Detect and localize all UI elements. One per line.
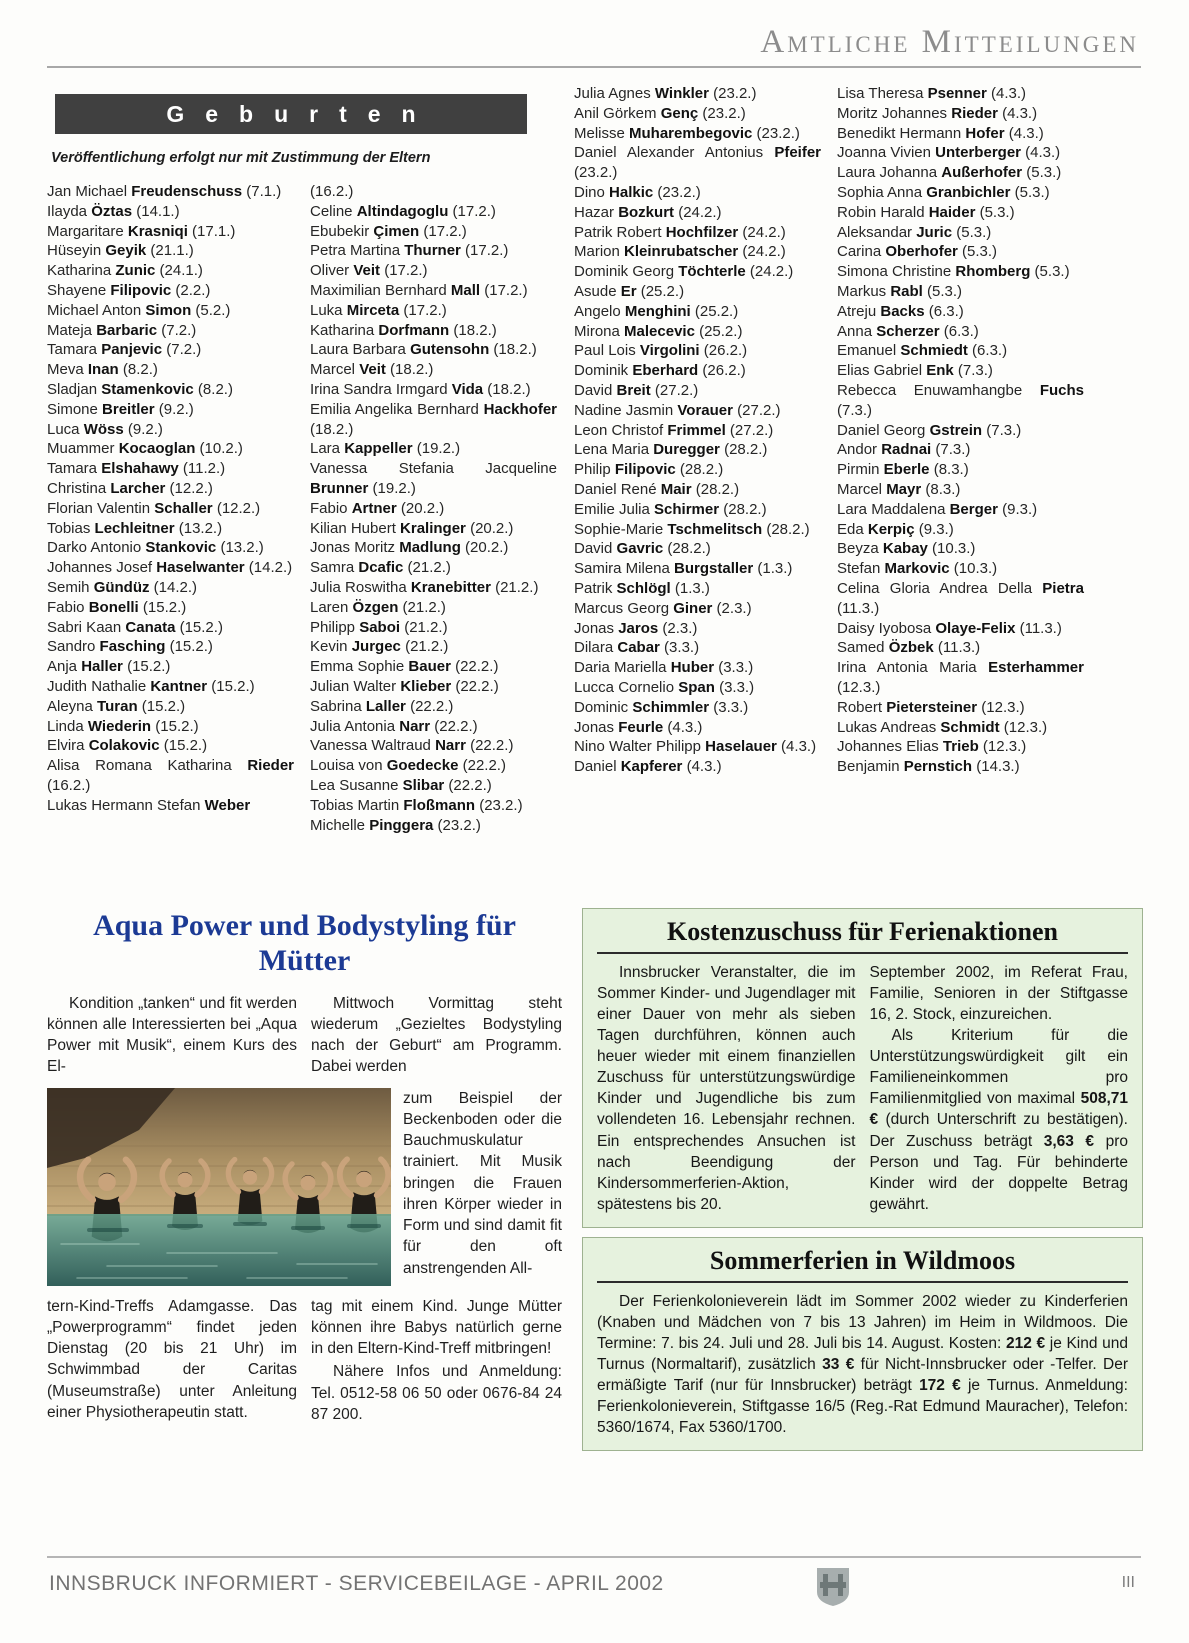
footer-rule	[47, 1556, 1141, 1558]
birth-entry: Emma Sophie Bauer (22.2.)	[310, 658, 499, 676]
aqua-aerobics-photo	[47, 1088, 391, 1286]
birth-entry: Daria Mariella Huber (3.3.)	[574, 659, 754, 677]
birth-entry: Katharina Dorfmann (18.2.)	[310, 321, 497, 339]
birth-entry: Dominik Georg Töchterle (24.2.)	[574, 263, 794, 281]
birth-entry: Dilara Cabar (3.3.)	[574, 639, 700, 657]
birth-entry: Aleksandar Juric (5.3.)	[837, 223, 992, 241]
birth-entry: Lisa Theresa Psenner (4.3.)	[837, 85, 1026, 102]
birth-entry: Marcel Veit (18.2.)	[310, 361, 434, 379]
birth-entry: Simona Christine Rhomberg (5.3.)	[837, 263, 1070, 281]
birth-entry: Beyza Kabay (10.3.)	[837, 540, 976, 558]
birth-entry: Hüseyin Geyik (21.1.)	[47, 242, 194, 260]
birth-entry: Celina Gloria Andrea Della Pietra (11.3.)	[837, 579, 1084, 617]
birth-entry: Sabri Kaan Canata (15.2.)	[47, 618, 223, 636]
birth-entry: Paul Lois Virgolini (26.2.)	[574, 342, 748, 360]
birth-entry: Petra Martina Thurner (17.2.)	[310, 242, 509, 260]
birth-entry: Lea Susanne Slibar (22.2.)	[310, 776, 492, 794]
birth-entry: Emanuel Schmiedt (6.3.)	[837, 342, 1008, 360]
birth-entry: Jan Michael Freudenschuss (7.1.)	[47, 183, 282, 200]
births-column-1	[47, 182, 294, 835]
birth-entry: Julian Walter Klieber (22.2.)	[310, 677, 499, 695]
birth-entry: Carina Oberhofer (5.3.)	[837, 243, 998, 261]
article-row-3	[47, 1296, 562, 1427]
birth-entry: Asude Er (25.2.)	[574, 282, 685, 300]
article-paragraph: tag mit einem Kind. Junge Mütter können ihre Babys natürlich gerne in den Eltern-Kind-Treff mitbringen!	[311, 1297, 562, 1358]
article-paragraph: Kondition „tanken“ und fit werden können alle Interessierten bei „Aqua Power mit Musik“, einem Kurs des El-	[47, 994, 297, 1076]
birth-entry: Julia Antonia Narr (22.2.)	[310, 717, 478, 735]
birth-entry: David Breit (27.2.)	[574, 381, 699, 399]
birth-entry: Robert Pietersteiner (12.3.)	[837, 698, 1025, 716]
birth-entry: Sophia Anna Granbichler (5.3.)	[837, 183, 1050, 201]
box-paragraph: September 2002, im Referat Frau, Familie, Senioren in der Stiftgasse 16, 2. Stock, einzureichen.	[869, 963, 1128, 1024]
birth-entry: Anja Haller (15.2.)	[47, 658, 171, 676]
birth-entry: Marion Kleinrubatscher (24.2.)	[574, 243, 786, 261]
birth-entry: Emilie Julia Schirmer (28.2.)	[574, 500, 767, 518]
birth-entry: Benedikt Hermann Hofer (4.3.)	[837, 124, 1044, 142]
birth-entry: Lena Maria Duregger (28.2.)	[574, 441, 768, 459]
birth-entry: Philipp Saboi (21.2.)	[310, 618, 448, 636]
birth-entry: Jonas Jaros (2.3.)	[574, 619, 698, 637]
birth-entry: Laren Özgen (21.2.)	[310, 598, 446, 616]
box-paragraph: Innsbrucker Veranstalter, die im Sommer Kinder- und Jugendlager mit einer Dauer von mehr als sieben Tagen durchführen, können auch heuer wieder mit einem finanziellen Zuschuss für unterstützungswürdige Kinder und Jugendliche bis zum vollendeten 16. Lebensjahr rechnen. Ein entsprechendes Ansuchen ist nach Beendigung der Kindersommerferien-Aktion, spätestens bis 20.	[597, 963, 856, 1213]
birth-entry: Mirona Malecevic (25.2.)	[574, 322, 743, 340]
birth-entry: Lukas Hermann Stefan Weber	[47, 796, 251, 814]
birth-entry: Julia Roswitha Kranebitter (21.2.)	[310, 578, 539, 596]
births-left-group	[47, 84, 557, 835]
birth-entry: Fabio Artner (20.2.)	[310, 499, 445, 517]
birth-entry: Julia Agnes Winkler (23.2.)	[574, 85, 757, 102]
birth-entry: Margaritare Krasniqi (17.1.)	[47, 222, 236, 240]
birth-entry: Irina Sandra Irmgard Vida (18.2.)	[310, 380, 531, 398]
innsbruck-crest-icon	[815, 1566, 851, 1613]
births-column-2	[310, 182, 557, 835]
birth-entry: Nino Walter Philipp Haselauer (4.3.)	[574, 738, 817, 756]
birth-entry: Christina Larcher (12.2.)	[47, 479, 213, 497]
birth-entry: Ilayda Öztas (14.1.)	[47, 202, 180, 220]
birth-entry: Michelle Pinggera (23.2.)	[310, 816, 481, 834]
section-header: Amtliche Mitteilungen	[760, 24, 1139, 60]
birth-entry: Tamara Panjevic (7.2.)	[47, 341, 202, 359]
footer-text: INNSBRUCK INFORMIERT - SERVICEBEILAGE - APRIL 2002	[49, 1572, 664, 1595]
birth-entry: Alisa Romana Katharina Rieder (16.2.)	[47, 757, 294, 794]
births-column-4	[837, 84, 1084, 835]
birth-entry: Samra Dcafic (21.2.)	[310, 559, 451, 577]
birth-entry: Florian Valentin Schaller (12.2.)	[47, 499, 261, 517]
birth-entry: Dominic Schimmler (3.3.)	[574, 698, 749, 716]
birth-entry: Tobias Martin Floßmann (23.2.)	[310, 796, 523, 814]
birth-entry: Emilia Angelika Bernhard Hackhofer (18.2.)	[310, 400, 557, 438]
birth-entry: Andor Radnai (7.3.)	[837, 441, 971, 459]
birth-entry: Patrik Robert Hochfilzer (24.2.)	[574, 223, 786, 241]
birth-entry: Moritz Johannes Rieder (4.3.)	[837, 104, 1038, 122]
birth-entry: Michael Anton Simon (5.2.)	[47, 301, 231, 319]
page-number: III	[1121, 1574, 1135, 1591]
box-paragraph-stack	[870, 962, 1129, 1215]
birth-entry: Elvira Colakovic (15.2.)	[47, 737, 208, 755]
pool-scene-illustration	[47, 1088, 391, 1286]
birth-entry: Sandro Fasching (15.2.)	[47, 638, 213, 656]
article-paragraph: tern-Kind-Treffs Adamgasse. Das „Powerprogramm“ findet jeden Dienstag (20 bis 21 Uhr) im Schwimmbad der Caritas (Museumstraße) unter Anleitung einer Physiotherapeutin statt.	[47, 1297, 297, 1421]
birth-entry: Ebubekir Çimen (17.2.)	[310, 222, 467, 240]
info-boxes	[582, 908, 1143, 1451]
box-paragraph: Als Kriterium für die Unterstützungswürdigkeit gilt ein Familieneinkommen pro Familienmitglied von maximal 508,71 € (durch Unterschrift zu bestätigen). Der Zuschuss beträgt 3,63 € pro Person und Tag. Für behinderte Kinder wird der doppelte Betrag gewährt.	[869, 1027, 1128, 1213]
birth-entry: Rebecca Enuwamhangbe Fuchs (7.3.)	[837, 381, 1084, 419]
birth-entry: Samed Özbek (11.3.)	[837, 639, 981, 657]
birth-entry: Tamara Elshahawy (11.2.)	[47, 460, 226, 478]
box-paragraph: Der Ferienkolonieverein lädt im Sommer 2002 wieder zu Kinderferien (Knaben und Mädchen von 7 bis 13 Jahren) im Heim in Wildmoos. Die Termine: 7. bis 24. Juli und 28. Juli bis 14. August. Kosten: 212 € je Kind und Turnus (Normaltarif), zusätzlich 33 € für Nicht-Innsbrucker oder -Telfer. Der ermäßigte Tarif (nur für Innsbrucker) beträgt 172 € je Turnus. Anmeldung: Ferienkolonieverein, Stiftgasse 16/5 (Reg.-Rat Edmund Mauracher), Telefon: 5360/1674, Fax 5360/1700.	[597, 1292, 1128, 1437]
birth-entry: Pirmin Eberle (8.3.)	[837, 461, 969, 479]
birth-entry: Lara Maddalena Berger (9.3.)	[837, 500, 1038, 518]
birth-entry: Lucca Cornelio Span (3.3.)	[574, 678, 755, 696]
births-title-bar	[55, 94, 527, 134]
box-title: Kostenzuschuss für Ferienaktionen	[597, 917, 1128, 954]
birth-entry: Sophie-Marie Tschmelitsch (28.2.)	[574, 520, 810, 538]
birth-entry: Mateja Barbaric (7.2.)	[47, 321, 197, 339]
birth-entry: Daniel Alexander Antonius Pfeifer (23.2.)	[574, 144, 821, 182]
births-note: Veröffentlichung erfolgt nur mit Zustimmung der Eltern	[51, 150, 431, 166]
article-paragraph: Mittwoch Vormittag steht wiederum „Gezieltes Bodystyling nach der Geburt“ am Programm. Dabei werden	[311, 994, 562, 1076]
birth-entry: Jonas Moritz Madlung (20.2.)	[310, 539, 509, 557]
birth-entry: Sabrina Laller (22.2.)	[310, 697, 454, 715]
births-title: Geburten	[166, 100, 437, 127]
birth-entry: Aleyna Turan (15.2.)	[47, 697, 186, 715]
lower-content	[47, 908, 1143, 1451]
birth-entry: (16.2.)	[310, 183, 354, 200]
birth-entry: Daniel Georg Gstrein (7.3.)	[837, 421, 1022, 439]
box-title: Sommerferien in Wildmoos	[597, 1246, 1128, 1283]
birth-entry: Stefan Markovic (10.3.)	[837, 560, 998, 578]
birth-entry: Markus Rabl (5.3.)	[837, 282, 963, 300]
birth-entry: Atreju Backs (6.3.)	[837, 302, 964, 320]
article-paragraph: Nähere Infos und Anmeldung: Tel. 0512-58 06 50 oder 0676-84 24 87 200.	[311, 1363, 562, 1423]
birth-entry: Laura Barbara Gutensohn (18.2.)	[310, 341, 537, 359]
footer	[47, 1564, 1141, 1612]
births-columns-3-4	[574, 84, 1084, 835]
birth-entry: Nadine Jasmin Vorauer (27.2.)	[574, 401, 781, 419]
birth-entry: David Gavric (28.2.)	[574, 540, 711, 558]
birth-entry: Luka Mirceta (17.2.)	[310, 301, 447, 319]
birth-entry: Philip Filipovic (28.2.)	[574, 461, 724, 479]
births-column-3	[574, 84, 821, 835]
article-row-1	[47, 993, 562, 1078]
birth-entry: Simone Breitler (9.2.)	[47, 400, 194, 418]
birth-entry: Eda Kerpiç (9.3.)	[837, 520, 954, 538]
article-paragraph-stack	[311, 1296, 562, 1427]
birth-entry: Meva Inan (8.2.)	[47, 361, 158, 379]
birth-entry: Jonas Feurle (4.3.)	[574, 718, 703, 736]
birth-entry: Vanessa Waltraud Narr (22.2.)	[310, 737, 514, 755]
birth-entry: Judith Nathalie Kantner (15.2.)	[47, 677, 255, 695]
births-columns-1-2	[47, 182, 557, 835]
birth-entry: Tobias Lechleitner (13.2.)	[47, 519, 223, 537]
birth-entry: Patrik Schlögl (1.3.)	[574, 579, 710, 597]
birth-entry: Lara Kappeller (19.2.)	[310, 440, 461, 458]
birth-entry: Maximilian Bernhard Mall (17.2.)	[310, 281, 528, 299]
birth-entry: Daisy Iyobosa Olaye-Felix (11.3.)	[837, 619, 1062, 637]
birth-entry: Kilian Hubert Kralinger (20.2.)	[310, 519, 514, 537]
article-paragraph: zum Beispiel der Beckenboden oder die Bauchmuskulatur trainiert. Mit Musik bringen die Frauen ihren Körper wieder in Form und sind damit fit für den oft anstrengenden All-	[403, 1089, 562, 1277]
header-rule	[47, 66, 1141, 68]
birth-entry: Celine Altindagoglu (17.2.)	[310, 202, 496, 220]
info-box-kostenzuschuss	[582, 908, 1143, 1228]
birth-entry: Vanessa Stefania Jacqueline Brunner (19.2.)	[310, 460, 557, 497]
birth-entry: Katharina Zunic (24.1.)	[47, 262, 203, 280]
birth-entry: Oliver Veit (17.2.)	[310, 262, 428, 280]
birth-entry: Benjamin Pernstich (14.3.)	[837, 758, 1020, 776]
birth-entry: Melisse Muharembegovic (23.2.)	[574, 124, 800, 142]
birth-entry: Darko Antonio Stankovic (13.2.)	[47, 539, 264, 557]
birth-entry: Samira Milena Burgstaller (1.3.)	[574, 560, 793, 578]
birth-entry: Semih Gündüz (14.2.)	[47, 578, 198, 596]
birth-entry: Daniel Kapferer (4.3.)	[574, 758, 722, 776]
birth-entry: Angelo Menghini (25.2.)	[574, 302, 739, 320]
info-box-wildmoos	[582, 1237, 1143, 1451]
birth-entry: Johannes Josef Haselwanter (14.2.)	[47, 559, 293, 577]
birth-entry: Dino Halkic (23.2.)	[574, 183, 701, 201]
article-title: Aqua Power und Bodystyling für Mütter	[93, 909, 516, 978]
birth-entry: Anna Scherzer (6.3.)	[837, 322, 979, 340]
birth-entry: Elias Gabriel Enk (7.3.)	[837, 362, 993, 380]
birth-entry: Louisa von Goedecke (22.2.)	[310, 757, 506, 775]
birth-entry: Irina Antonia Maria Esterhammer (12.3.)	[837, 659, 1084, 696]
birth-entry: Hazar Bozkurt (24.2.)	[574, 203, 722, 221]
birth-entry: Leon Christof Frimmel (27.2.)	[574, 421, 774, 439]
birth-entry: Fabio Bonelli (15.2.)	[47, 598, 187, 616]
birth-entry: Anil Görkem Genç (23.2.)	[574, 104, 746, 122]
birth-entry: Dominik Eberhard (26.2.)	[574, 362, 746, 380]
article-row-2	[47, 1088, 562, 1286]
birth-entry: Lukas Andreas Schmidt (12.3.)	[837, 718, 1048, 736]
birth-entry: Marcus Georg Giner (2.3.)	[574, 599, 752, 617]
birth-entry: Luca Wöss (9.2.)	[47, 420, 163, 438]
birth-entry: Marcel Mayr (8.3.)	[837, 480, 961, 498]
births-section	[47, 84, 1143, 835]
birth-entry: Linda Wiederin (15.2.)	[47, 717, 199, 735]
birth-entry: Joanna Vivien Unterberger (4.3.)	[837, 144, 1061, 162]
article-aqua-power	[47, 908, 562, 1451]
birth-entry: Robin Harald Haider (5.3.)	[837, 203, 1015, 221]
birth-entry: Sladjan Stamenkovic (8.2.)	[47, 380, 233, 398]
box-columns	[597, 962, 1128, 1215]
birth-entry: Shayene Filipovic (2.2.)	[47, 281, 211, 299]
birth-entry: Johannes Elias Trieb (12.3.)	[837, 738, 1027, 756]
birth-entry: Muammer Kocaoglan (10.2.)	[47, 440, 243, 458]
birth-entry: Daniel René Mair (28.2.)	[574, 480, 740, 498]
birth-entry: Kevin Jurgec (21.2.)	[310, 638, 449, 656]
birth-entry: Laura Johanna Außerhofer (5.3.)	[837, 164, 1062, 182]
